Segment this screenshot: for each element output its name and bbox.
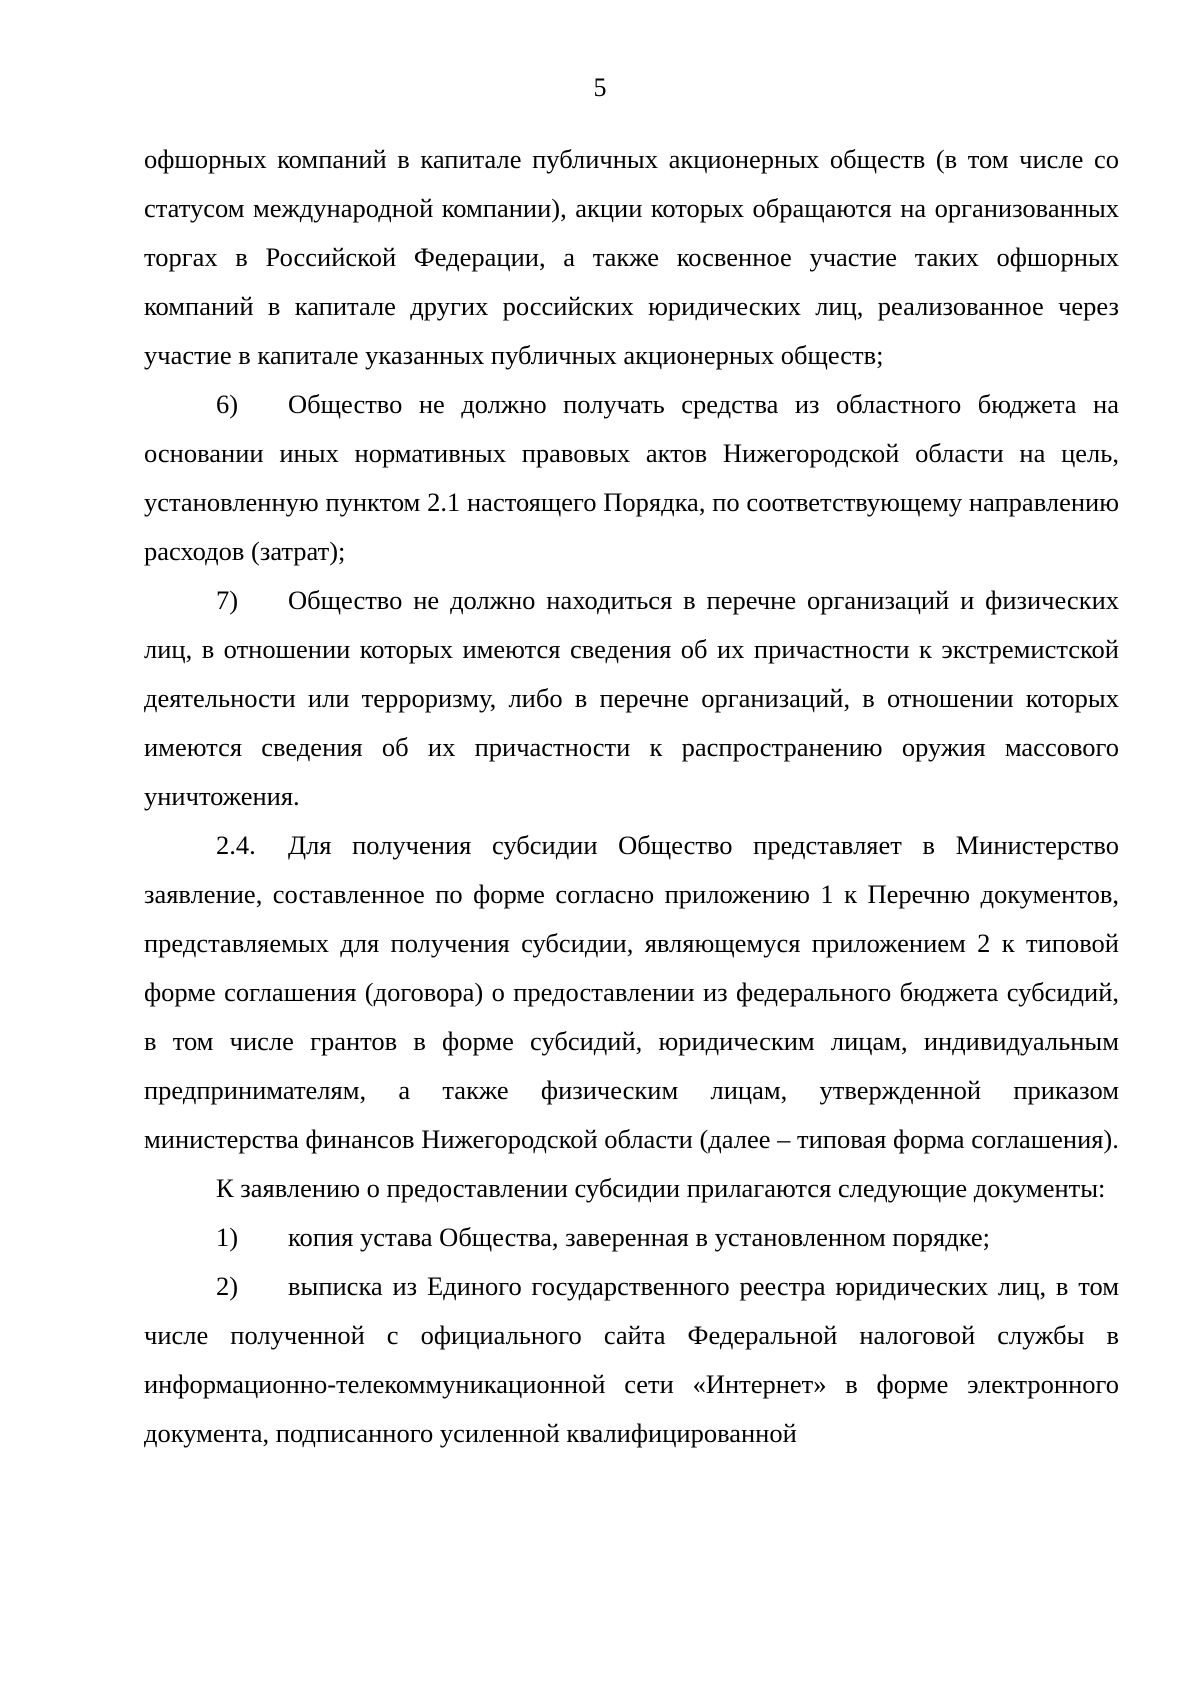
item-number: 7) [216,585,239,615]
paragraph-text: Общество не должно получать средства из областного бюджета на основании иных нормативных правовых актов Нижегородской области на цель, установленную пунктом 2.1 настоящего Порядка, по соответствующему направлению расходов (затрат); [144,389,1119,566]
paragraph-clause-2-4 [144,821,1119,1164]
paragraph-text: офшорных компаний в капитале публичных акционерных обществ (в том числе со статусом международной компании), акции которых обращаются на организованных торгах в Российской Федерации, а также косвенное участие таких офшорных компаний в капитале других российских юридических лиц, реализованное через участие в капитале указанных публичных акционерных обществ; [144,144,1119,370]
paragraph-text: копия устава Общества, заверенная в установленном порядке; [288,1222,991,1252]
paragraph-text: Общество не должно находиться в перечне организаций и физических лиц, в отношении которых имеются сведения об их причастности к экстремистской деятельности или терроризму, либо в перечне организаций, в отношении которых имеются сведения об их причастности к распространению оружия массового уничтожения. [144,585,1119,811]
item-number: 2) [216,1271,239,1301]
page-number: 5 [593,73,607,102]
paragraph-text: Для получения субсидии Общество представляет в Министерство заявление, составленное по форме согласно приложению 1 к Перечню документов, представляемых для получения субсидии, являющемуся приложением 2 к типовой форме соглашения (договора) о предоставлении из федерального бюджета субсидий, в том числе грантов в форме субсидий, юридическим лицам, индивидуальным предпринимателям, а также физическим лицам, утвержденной приказом министерства финансов Нижегородской области (далее – типовая форма соглашения). [144,830,1119,1154]
paragraph-text: К заявлению о предоставлении субсидии прилагаются следующие документы: [216,1173,1106,1203]
paragraph-continuation [144,135,1119,380]
paragraph-item-6 [144,380,1119,576]
item-number: 1) [216,1222,239,1252]
paragraph-doc-item-1 [144,1213,1119,1262]
document-body [144,135,1119,1458]
paragraph-text: выписка из Единого государственного реестра юридических лиц, в том числе полученной с официального сайта Федеральной налоговой службы в информационно-телекоммуникационной сети «Интернет» в форме электронного документа, подписанного усиленной квалифицированной [144,1271,1119,1448]
paragraph-doc-item-2 [144,1262,1119,1458]
paragraph-item-7 [144,576,1119,821]
paragraph-attachments-intro [144,1164,1119,1213]
item-number: 6) [216,389,239,419]
clause-number: 2.4. [216,830,256,860]
